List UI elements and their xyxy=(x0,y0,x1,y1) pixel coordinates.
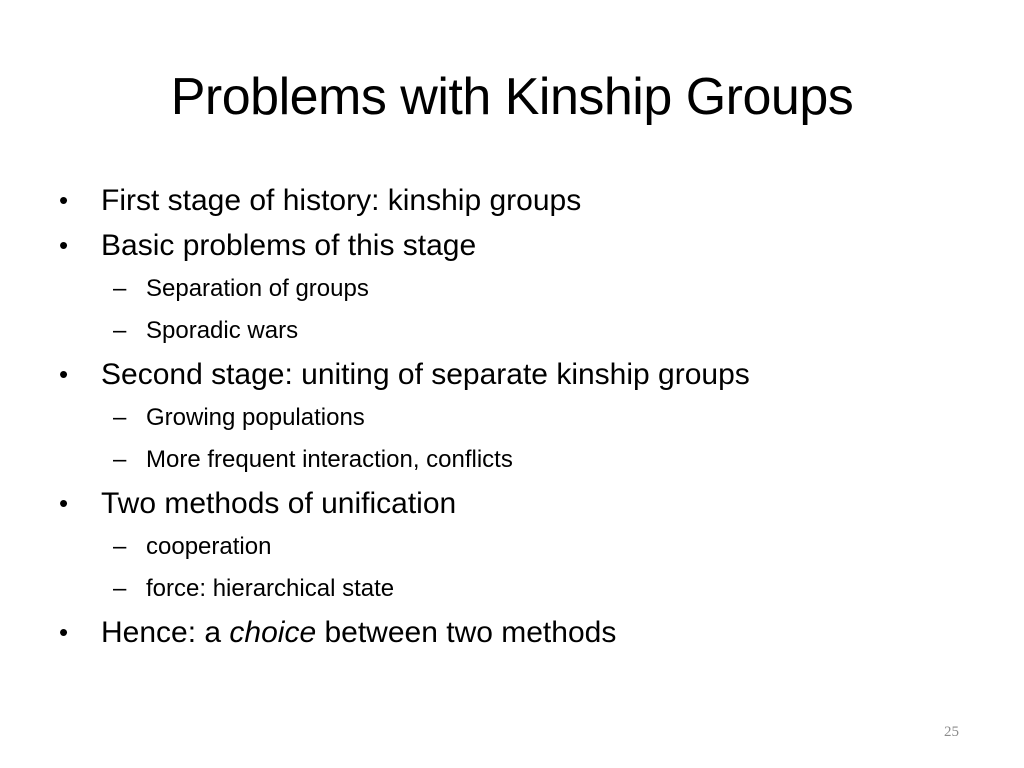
sub-bullet-item xyxy=(58,310,978,352)
bullet-text-after: between two methods xyxy=(316,616,617,649)
sub-bullet-item xyxy=(58,568,978,610)
sub-bullet-text: force: hierarchical state xyxy=(146,575,395,602)
bullet-text-before: Hence: a xyxy=(101,616,230,649)
sub-bullet-marker: – xyxy=(113,446,127,473)
sub-bullet-marker: – xyxy=(113,275,127,302)
slide-title: Problems with Kinship Groups xyxy=(170,68,854,126)
sub-bullet-text: Growing populations xyxy=(146,404,365,431)
bullet-text: Basic problems of this stage xyxy=(101,229,477,262)
sub-bullet-marker: – xyxy=(113,404,127,431)
bullet-item xyxy=(58,610,978,655)
sub-bullet-item xyxy=(58,439,978,481)
sub-bullet-item xyxy=(58,268,978,310)
bullet-text: First stage of history: kinship groups xyxy=(101,184,582,217)
bullet-item xyxy=(58,481,978,526)
bullet-text-emphasis: choice xyxy=(229,616,317,649)
bullet-marker: • xyxy=(59,617,69,647)
bullet-item xyxy=(58,178,978,223)
sub-bullet-item xyxy=(58,526,978,568)
bullet-marker: • xyxy=(59,359,69,389)
bullet-list xyxy=(58,178,978,655)
sub-bullet-marker: – xyxy=(113,575,127,602)
sub-bullet-marker: – xyxy=(113,533,127,560)
bullet-marker: • xyxy=(59,230,69,260)
bullet-item xyxy=(58,223,978,268)
bullet-text: Second stage: uniting of separate kinship groups xyxy=(101,358,750,391)
sub-bullet-marker: – xyxy=(113,317,127,344)
sub-bullet-text: Separation of groups xyxy=(146,275,369,302)
bullet-marker: • xyxy=(59,185,69,215)
slide-number: 25 xyxy=(944,724,959,740)
sub-bullet-text: More frequent interaction, conflicts xyxy=(146,446,513,473)
bullet-item xyxy=(58,352,978,397)
sub-bullet-text: cooperation xyxy=(146,533,272,560)
sub-bullet-text: Sporadic wars xyxy=(146,317,299,344)
bullet-text: Two methods of unification xyxy=(101,487,457,520)
bullet-marker: • xyxy=(59,488,69,518)
sub-bullet-item xyxy=(58,397,978,439)
